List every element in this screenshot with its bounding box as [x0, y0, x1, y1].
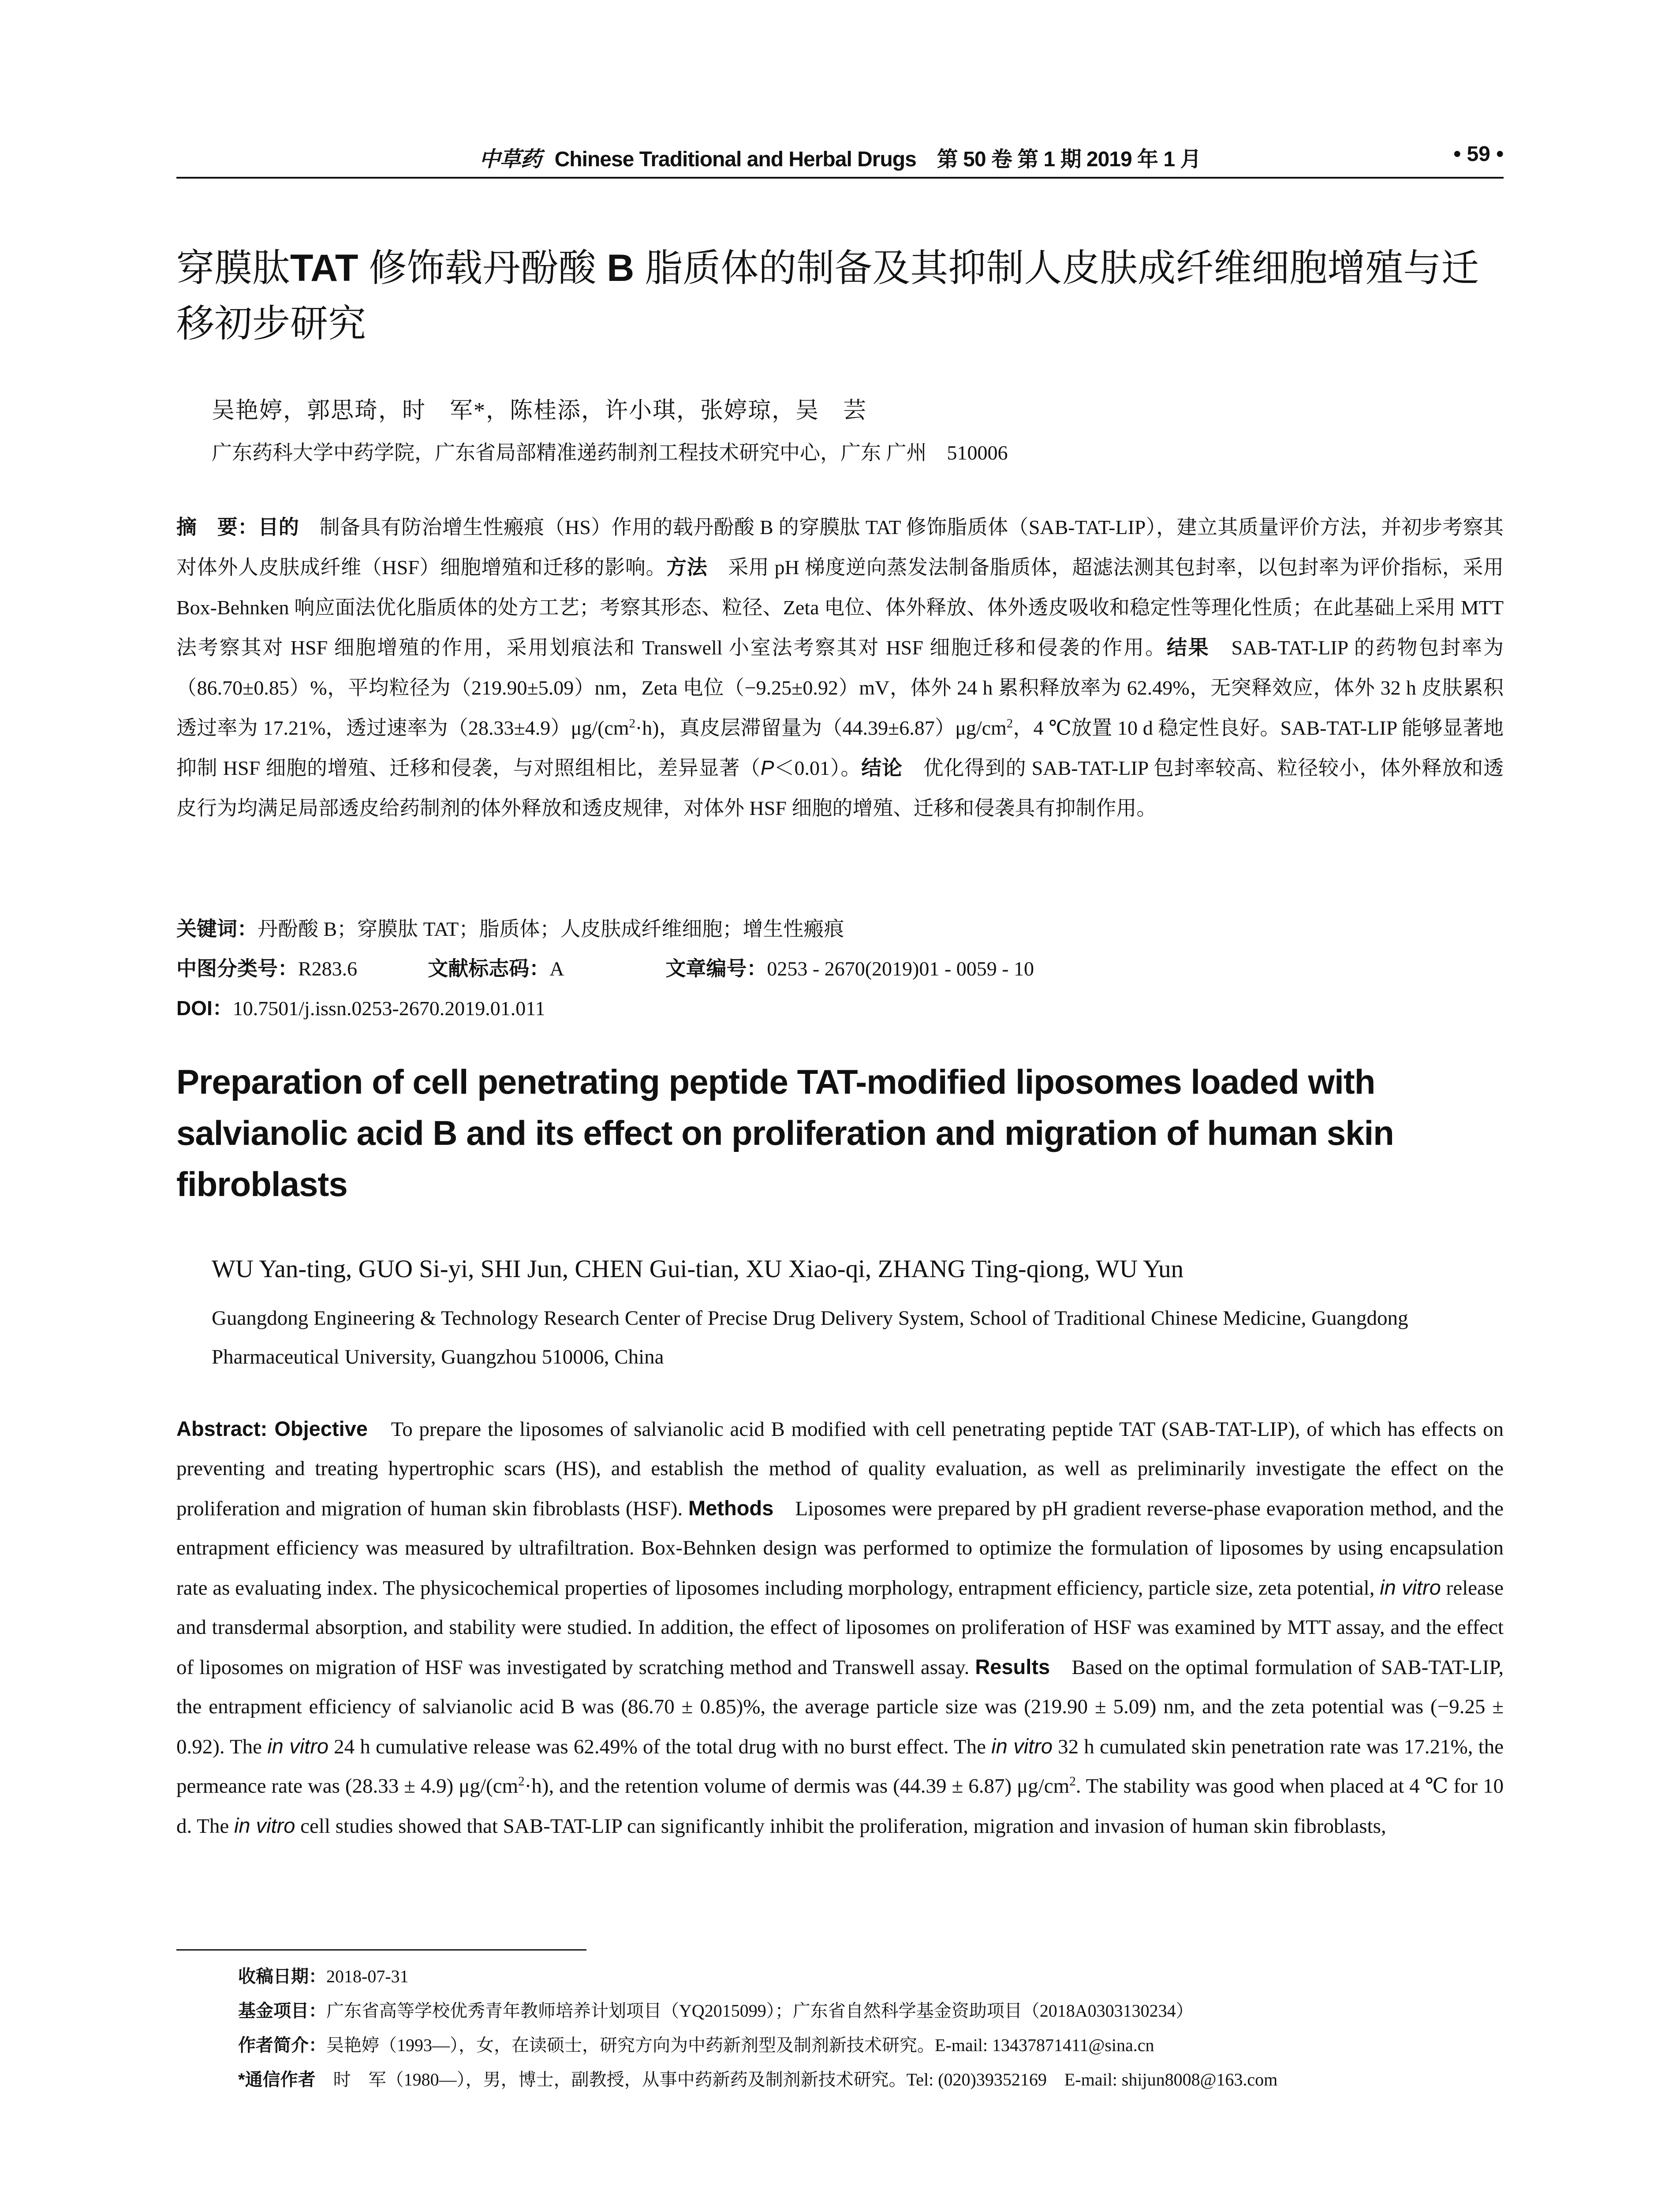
classification-line [176, 953, 1034, 982]
running-header [176, 142, 1504, 173]
abstract-cn-objective-label: 目的 [258, 516, 299, 538]
superscript: 2 [1069, 1774, 1076, 1789]
abstract-cn-objective: 制备具有防治增生性瘢痕（HS）作用的载丹酚酸 B 的穿膜肽 TAT 修饰脂质体（SAB-TAT-LIP），建立其质量评价方法，并初步考察其对体外人皮肤成纤维（HSF）细胞增殖和迁移的影响。 [176, 516, 1504, 579]
abstract-cn [176, 507, 1504, 828]
clc-value: R283.6 [298, 957, 358, 980]
abstract-en-methods-label: Methods [688, 1496, 774, 1520]
abstract-en-results: ·h), and the retention volume of dermis was (44.39 ± 6.87) μg/cm [524, 1775, 1070, 1798]
title-cn-tat: TAT [290, 247, 358, 289]
abstract-en-results: 32 h cumulated skin penetration rate was 17.21%, the permeance rate was (28.33 ± 4.9) μg/(cm [176, 1735, 1504, 1798]
abstract-cn-methods-label: 方法 [666, 556, 708, 579]
clc-label: 中图分类号： [176, 957, 298, 980]
in-vitro-term: in vitro [267, 1734, 329, 1758]
keywords-cn [176, 913, 844, 942]
keywords-cn-label: 关键词： [176, 917, 258, 940]
abstract-en-results-label: Results [975, 1655, 1050, 1678]
title-cn [176, 240, 1508, 351]
abstract-cn-label: 摘 要： [176, 516, 258, 538]
footnote-received [238, 1962, 409, 1988]
article-number-label: 文章编号： [665, 957, 767, 980]
header-rule [176, 177, 1504, 179]
abstract-cn-conclusion: 优化得到的 SAB-TAT-LIP 包封率较高、粒径较小，体外释放和透皮行为均满足局部透皮给药制剂的体外释放和透皮规律，对体外 HSF 细胞的增殖、迁移和侵袭具有抑制作用。 [176, 757, 1504, 819]
in-vitro-term: in vitro [234, 1814, 295, 1837]
abstract-en-results: 24 h cumulative release was 62.49% of the total drug with no burst effect. The [329, 1735, 992, 1758]
abstract-en-methods: Liposomes were prepared by pH gradient reverse-phase evaporation method, and the entrapment efficiency was measured by ultrafiltration. Box-Behnken design was performed to optimize the formulation of liposomes by using encapsulation rate as evaluating index. The physicochemical properties of liposomes including morphology, entrapment efficiency, particle size, zeta potential, [176, 1497, 1504, 1600]
received-date: 2018-07-31 [326, 1966, 409, 1986]
fund-label: 基金项目： [238, 2001, 326, 2021]
doi-link[interactable]: 10.7501/j.issn.0253-2670.2019.01.011 [232, 997, 545, 1020]
title-en: Preparation of cell penetrating peptide TAT-modified liposomes loaded with salvianolic acid B and its effect on proliferation and migration of human skin fibroblasts [176, 1062, 1394, 1203]
doc-code-value: A [549, 957, 564, 980]
title-cn-b: B [607, 247, 635, 289]
correspondence-label: *通信作者 [238, 2070, 316, 2089]
page-number: • 59 • [1453, 142, 1504, 166]
doi-line [176, 992, 545, 1021]
superscript: 2 [518, 1774, 525, 1789]
authors-cn: 吴艳婷，郭思琦，时 军*，陈桂添，许小琪，张婷琼，吴 芸 [212, 398, 867, 423]
abstract-cn-results-label: 结果 [1166, 636, 1210, 659]
abstract-en-objective: To prepare the liposomes of salvianolic acid B modified with cell penetrating peptide TAT (SAB-TAT-LIP), of which has effects on preventing and treating hypertrophic scars (HS), and establish the method of quality evaluation, as well as preliminarily investigate the effect on the proliferation and migration of human skin fibroblasts (HSF). [176, 1418, 1504, 1520]
fund-text: 广东省高等学校优秀青年教师培养计划项目（YQ2015099）；广东省自然科学基金资助项目（2018A0303130234） [326, 2001, 1194, 2021]
bio-text: 吴艳婷（1993—），女，在读硕士，研究方向为中药新剂型及制剂新技术研究。E-mail: 13437871411@sina.cn [326, 2035, 1154, 2055]
footnote-fund [238, 1997, 1194, 2022]
abstract-en-results: . The stability was good when placed at 4 ℃ for 10 d. The [176, 1775, 1504, 1838]
abstract-en-results: cell studies showed that SAB-TAT-LIP can significantly inhibit the proliferation, migration and invasion of human skin fibroblasts, [295, 1815, 1386, 1838]
journal-logo: 中草药 [479, 147, 541, 172]
bio-label: 作者简介： [238, 2036, 326, 2055]
abstract-cn-results: ·h)，真皮层滞留量为（44.39±6.87）μg/cm [635, 717, 1007, 739]
journal-header-line [176, 142, 1504, 172]
authors-en: WU Yan-ting, GUO Si-yi, SHI Jun, CHEN Gui-tian, XU Xiao-qi, ZHANG Ting-qiong, WU Yun [212, 1255, 1184, 1283]
abstract-en-results: Based on the optimal formulation of SAB-TAT-LIP, the entrapment efficiency of salvianolic acid B was (86.70 ± 0.85)%, the average particle size was (219.90 ± 5.09) nm, and the zeta potential was (−9.25 ± 0.92). The [176, 1656, 1504, 1758]
journal-info: Chinese Traditional and Herbal Drugs 第 50 卷 第 1 期 2019 年 1 月 [554, 148, 1201, 171]
footnote-bio [238, 2031, 1154, 2056]
affiliation-cn: 广东药科大学中药学院，广东省局部精准递药制剂工程技术研究中心，广东 广州 510006 [212, 441, 1008, 464]
title-cn-part: 脂质体的制备及其抑制人皮肤成纤维细胞增殖与迁移初步研究 [176, 247, 1479, 345]
correspondence-text: 时 军（1980—），男，博士，副教授，从事中药新药及制剂新技术研究。Tel: (020)39352169 E-mail: shijun8008@163.com [315, 2070, 1278, 2089]
abstract-cn-methods: 采用 pH 梯度逆向蒸发法制备脂质体，超滤法测其包封率，以包封率为评价指标，采用 Box-Behnken 响应面法优化脂质体的处方工艺；考察其形态、粒径、Zeta 电位、体外释放、体外透皮吸收和稳定性等理化性质；在此基础上采用 MTT 法考察其对 HSF 细胞增殖的作用，采用划痕法和 Transwell 小室法考察其对 HSF 细胞迁移和侵袭的作用。 [176, 556, 1504, 659]
p-value-symbol: P [760, 756, 774, 779]
footnote-rule [176, 1949, 586, 1951]
received-label: 收稿日期： [238, 1967, 326, 1986]
in-vitro-term: in vitro [991, 1734, 1053, 1758]
title-cn-part: 穿膜肽 [176, 247, 290, 289]
doi-label: DOI： [176, 997, 233, 1020]
abstract-en-objective-label: Objective [274, 1417, 368, 1440]
footnote-correspondence [238, 2066, 1277, 2091]
in-vitro-term: in vitro [1380, 1576, 1441, 1599]
superscript: 2 [629, 717, 635, 731]
abstract-en-label: Abstract: [176, 1417, 275, 1440]
article-number-value: 0253 - 2670(2019)01 - 0059 - 10 [767, 957, 1034, 980]
abstract-cn-results: SAB-TAT-LIP 的药物包封率为（86.70±0.85）%，平均粒径为（219.90±5.09）nm，Zeta 电位（−9.25±0.92）mV，体外 24 h 累积释放率为 62.49%，无突释效应，体外 32 h 皮肤累积透过率为 17.21%，透过速率为（28.33±4.9）μg/(cm [176, 636, 1504, 739]
doc-code-label: 文献标志码： [428, 957, 550, 980]
abstract-cn-results: ，4 ℃放置 10 d 稳定性良好。SAB-TAT-LIP 能够显著地抑制 HSF 细胞的增殖、迁移和侵袭，与对照组相比，差异显著（ [176, 717, 1504, 779]
abstract-cn-conclusion-label: 结论 [861, 756, 903, 779]
abstract-cn-results: ＜0.01）。 [774, 757, 862, 779]
affiliation-en: Guangdong Engineering & Technology Research Center of Precise Drug Delivery System, School of Traditional Chinese Medicine, Guangdong Pharmaceutical University, Guangzhou 510006, China [212, 1307, 1408, 1368]
title-cn-part: 修饰载丹酚酸 [358, 247, 607, 289]
abstract-en [176, 1409, 1504, 1846]
keywords-cn-text: 丹酚酸 B；穿膜肽 TAT；脂质体；人皮肤成纤维细胞；增生性瘢痕 [258, 918, 844, 940]
abstract-en-methods: release and transdermal absorption, and stability were studied. In addition, the effect of liposomes on proliferation of HSF was examined by MTT assay, and the effect of liposomes on migration of HSF was investigated by scratching method and Transwell assay. [176, 1577, 1504, 1679]
superscript: 2 [1006, 717, 1013, 731]
